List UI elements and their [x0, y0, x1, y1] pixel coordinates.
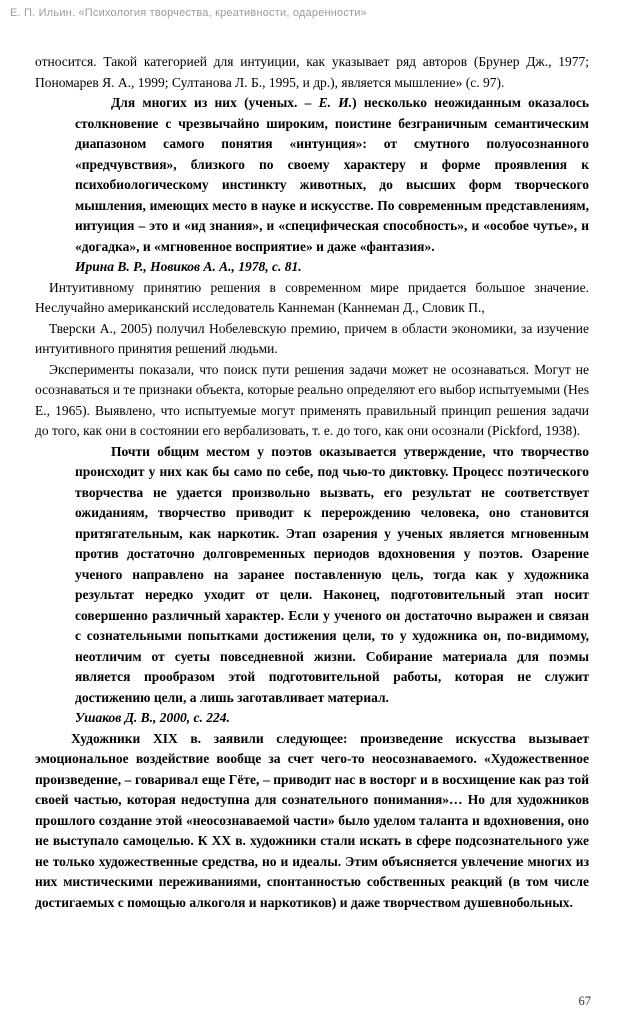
paragraph-kahneman-part2: Тверски А., 2005) получил Нобелевскую премию, причем в области экономики, за изучение интуитивного принятия решений людьми. — [35, 320, 589, 356]
paragraph-experiments: Эксперименты показали, что поиск пути решения задачи может не осознаваться. Могут не осознаваться и те признаки объекта, которые реально определяют его выбор испытуемыми (Hes E., 1965). Выявлено, что испытуемые могут применять правильный принцип решения задачи до того, как они в состоянии его вербализовать, т. е. до того, как они осознали (Pickford, 1938). — [35, 361, 589, 438]
page-body — [35, 52, 589, 913]
page-number: 67 — [578, 994, 591, 1008]
quote-text — [75, 93, 589, 257]
quote-attribution: Ушаков Д. В., 2000, с. 224. — [75, 710, 230, 725]
paragraph-artists: Художники XIX в. заявили следующее: произведение искусства вызывает эмоциональное воздействие вообще за счет чего-то неосознаваемого. «Художественное произведение, – говаривал еще Гёте, – приводит нас в восторг и в восхищение как раз той своей частью, которая недоступна для сознательного понимания»… Но для художников прошлого создание этой «неосознаваемой части» было уделом таланта и вдохновения, оно не выступало самоцелью. К XX в. художники стали искать в сфере подсознательного уже не только художественные средства, но и идеалы. Этим объясняется увлечение многих из них мистическими переживаниями, спонтанностью собственных реакций (в том числе достигаемых с помощью алкоголя и наркотиков) и даже творчеством душевнобольных. — [35, 730, 589, 910]
editor-initials: Е. И. — [318, 95, 353, 110]
blockquote-intuition — [75, 93, 589, 278]
quote-text: Почти общим местом у поэтов оказывается утверждение, что творчество происходит у них как бы само по себе, под чью-то диктовку. Процесс поэтического творчества не удается произвольно вызвать, его результат не соответствует ожиданиям, творчество приводит к перерождению человека, оно становится притягательным, как наркотик. Этап озарения у ученых является мгновенным против достаточно долговременных периодов вдохновения у поэтов. Озарение ученого направлено на заранее поставленную цель, тогда как у художника результат нередко уходит от цели. Наконец, подготовительный этап носит совершенно различный характер. Если у ученого он достаточно выражен и связан с сознательными попытками достижения цели, то у художника он, по-видимому, неотличим от суеты повседневной жизни. Собирание материала для поэмы является прообразом этой подготовительной работы, которая не служит достижению цели, а лишь заготавливает материал. — [75, 443, 589, 705]
running-header: Е. П. Ильин. «Психология творчества, креативности, одаренности» — [10, 7, 367, 19]
blockquote-poets — [75, 442, 589, 729]
paragraph-kahneman-part1: Интуитивному принятию решения в современном мире придается большое значение. Неслучайно американский исследователь Каннеман (Каннеман Д., Словик П., — [35, 279, 589, 315]
paragraph-continuation: относится. Такой категорией для интуиции, как указывает ряд авторов (Брунер Дж., 1977; Пономарев Я. А., 1999; Султанова Л. Б., 1995, и др.), является мышление» (с. 97). — [35, 54, 589, 90]
quote-segment-before: Для многих из них (ученых. – — [111, 95, 319, 110]
quote-segment-after: ) несколько неожиданным оказалось столкновение с чрезвычайно широким, поистине безграничным семантическим диапазоном самого понятия «интуиция»: от смутного полуосознанного «предчувствия», близкого по своему характеру и форме проявления к психобиологическому инстинкту животных, до высших форм творческого мышления, имеющих место в науке и искусстве. По современным представлениям, интуиция – это и «ид знания», и «специфическая способность», и «особое чутье», и «догадка», и «мгновенное восприятие» и даже «фантазия». — [75, 95, 589, 254]
quote-attribution: Ирина В. Р., Новиков А. А., 1978, с. 81. — [75, 259, 302, 274]
